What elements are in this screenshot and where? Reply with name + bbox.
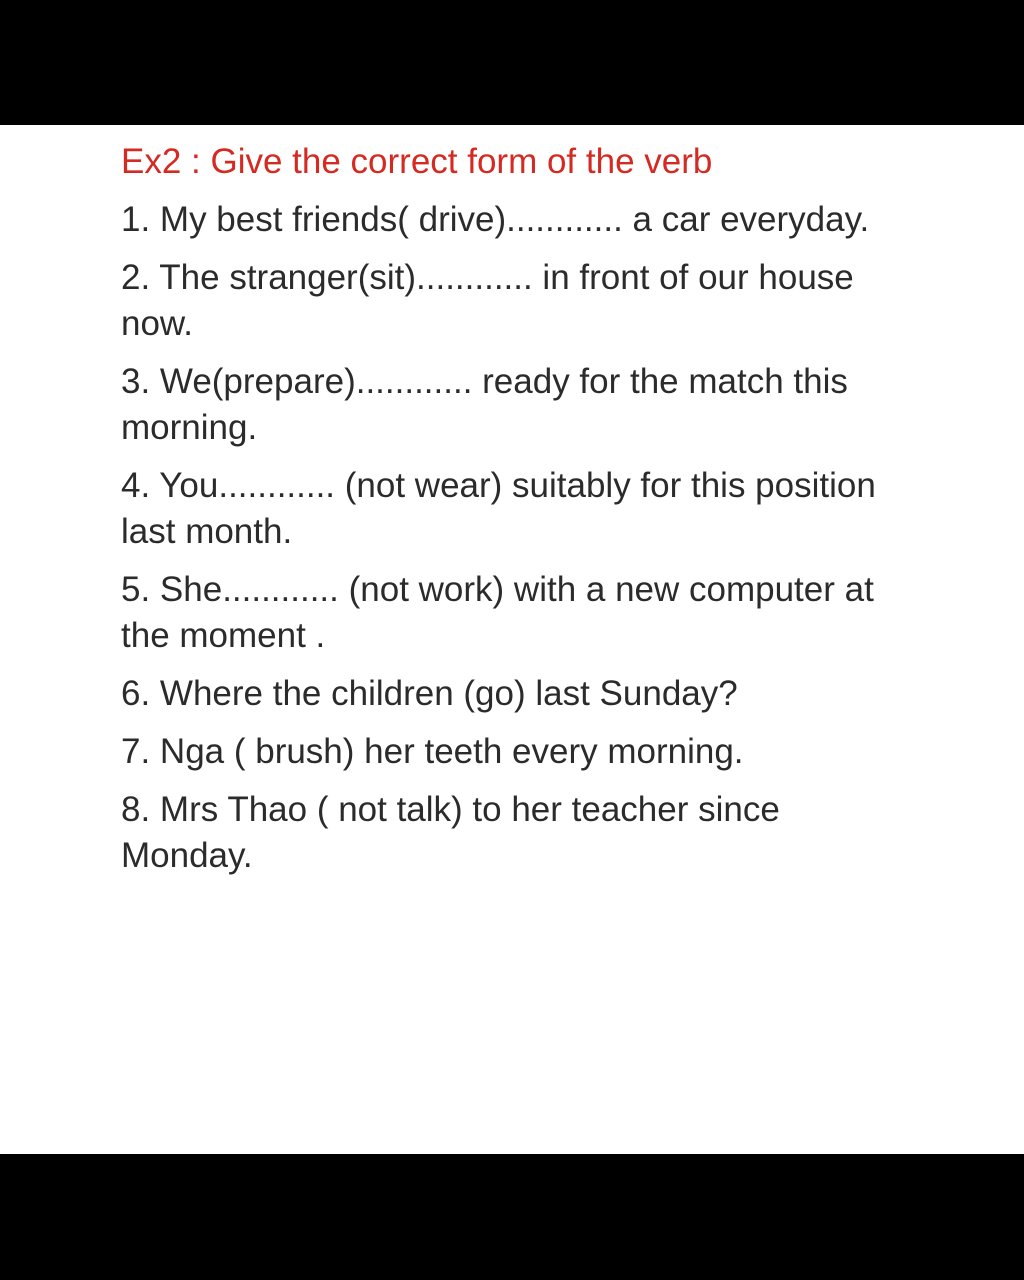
- exercise-item-5: 5. She............ (not work) with a new computer at the moment .: [121, 570, 874, 655]
- exercise-content: [121, 141, 921, 891]
- exercise-item-1: 1. My best friends( drive)............ a car everyday.: [121, 200, 870, 239]
- worksheet-page: [0, 125, 1024, 1154]
- exercise-item-2: 2. The stranger(sit)............ in front of our house now.: [121, 258, 854, 343]
- exercise-item-6: 6. Where the children (go) last Sunday?: [121, 674, 738, 713]
- exercise-item-4: 4. You............ (not wear) suitably for this position last month.: [121, 466, 876, 551]
- exercise-title: Ex2 : Give the correct form of the verb: [121, 142, 713, 181]
- exercise-item-8: 8. Mrs Thao ( not talk) to her teacher since Monday.: [121, 790, 780, 875]
- exercise-item-7: 7. Nga ( brush) her teeth every morning.: [121, 732, 744, 771]
- top-black-bar: [0, 0, 1024, 125]
- exercise-item-3: 3. We(prepare)............ ready for the match this morning.: [121, 362, 848, 447]
- bottom-black-bar: [0, 1154, 1024, 1280]
